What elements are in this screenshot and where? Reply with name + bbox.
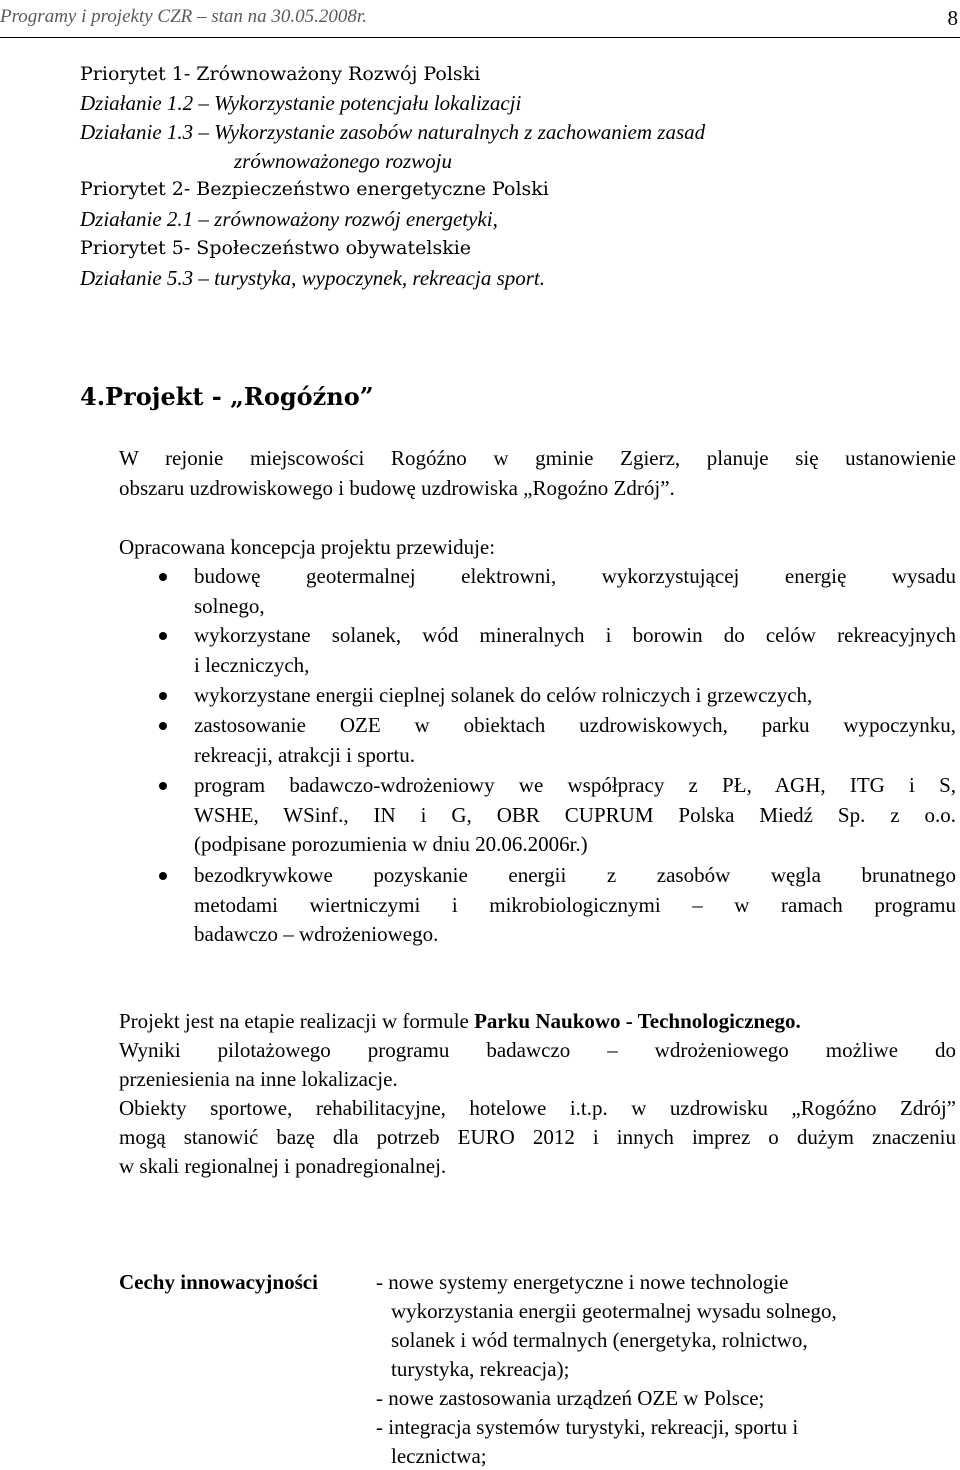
status-line-2: Wyniki pilotażowego programu badawczo – wdrożeniowego możliwe do (119, 1038, 956, 1062)
list-item-continued: badawczo – wdrożeniowego. (194, 922, 439, 946)
action-2-1: Działanie 2.1 – zrównoważony rozwój energetyki, (80, 207, 498, 231)
list-item-continued: metodami wiertniczymi i mikrobiologicznymi – w ramach programu (194, 893, 956, 917)
action-5-3: Działanie 5.3 – turystyka, wypoczynek, rekreacja sport. (80, 266, 546, 290)
status-line-4: Obiekty sportowe, rehabilitacyjne, hotelowe i.t.p. w uzdrowisku „Rogóźno Zdrój” (119, 1096, 956, 1120)
bullet-icon (159, 573, 167, 581)
list-item: budowę geotermalnej elektrowni, wykorzystującej energię wysadu (194, 564, 956, 588)
status-line-5: mogą stanowić bazę dla potrzeb EURO 2012 i innych imprez o dużym znaczeniu (119, 1125, 956, 1149)
list-item-continued: i leczniczych, (194, 653, 310, 677)
innovation-item: - nowe systemy energetyczne i nowe technologie (376, 1270, 789, 1294)
section-heading: 4.Projekt - „Rogóźno” (80, 382, 374, 411)
header-title: Programy i projekty CZR – stan na 30.05.2008r. (0, 6, 367, 27)
priority-2: Priorytet 2- Bezpieczeństwo energetyczne Polski (80, 178, 549, 200)
innovation-item-continued: solanek i wód termalnych (energetyka, rolnictwo, (391, 1328, 808, 1352)
concept-lead: Opracowana koncepcja projektu przewiduje: (119, 535, 496, 559)
action-1-3-continued: zrównoważonego rozwoju (234, 149, 453, 173)
innovation-item-continued: lecznictwa; (391, 1444, 487, 1468)
intro-line-2: obszaru uzdrowiskowego i budowę uzdrowiska „Rogoźno Zdrój”. (119, 476, 675, 500)
list-item-continued: WSHE, WSinf., IN i G, OBR CUPRUM Polska Miedź Sp. z o.o. (194, 803, 956, 827)
innovation-item: - integracja systemów turystyki, rekreacji, sportu i (376, 1415, 799, 1439)
page-header (0, 6, 960, 36)
bullet-icon (159, 632, 167, 640)
action-1-2: Działanie 1.2 – Wykorzystanie potencjału lokalizacji (80, 91, 522, 115)
header-rule (0, 37, 960, 38)
list-item: zastosowanie OZE w obiektach uzdrowiskowych, parku wypoczynku, (194, 713, 956, 737)
list-item: wykorzystane energii cieplnej solanek do celów rolniczych i grzewczych, (194, 683, 813, 707)
list-item-continued: solnego, (194, 594, 265, 618)
list-item-continued: (podpisane porozumienia w dniu 20.06.2006r.) (194, 832, 588, 856)
page-number: 8 (947, 6, 958, 30)
status-line-3: przeniesienia na inne lokalizacje. (119, 1067, 398, 1091)
bullet-icon (159, 782, 167, 790)
priority-5: Priorytet 5- Społeczeństwo obywatelskie (80, 237, 472, 259)
status-line-6: w skali regionalnej i ponadregionalnej. (119, 1154, 447, 1178)
innovation-item-continued: wykorzystania energii geotermalnej wysadu solnego, (391, 1299, 837, 1323)
innovation-item-continued: turystyka, rekreacja); (391, 1357, 570, 1381)
list-item: program badawczo-wdrożeniowy we współpracy z PŁ, AGH, ITG i S, (194, 773, 956, 797)
list-item-continued: rekreacji, atrakcji i sportu. (194, 743, 415, 767)
status-line-1-text: Projekt jest na etapie realizacji w formule (119, 1009, 475, 1033)
action-1-3: Działanie 1.3 – Wykorzystanie zasobów naturalnych z zachowaniem zasad (80, 120, 706, 144)
intro-line-1: W rejonie miejscowości Rogóźno w gminie Zgierz, planuje się ustanowienie (119, 446, 956, 470)
status-line-1 (119, 1009, 801, 1034)
bullet-icon (159, 692, 167, 700)
list-item: wykorzystane solanek, wód mineralnych i borowin do celów rekreacyjnych (194, 623, 956, 647)
science-park-name: Parku Naukowo - Technologicznego. (474, 1009, 801, 1033)
innovation-item: - nowe zastosowania urządzeń OZE w Polsce; (376, 1386, 765, 1410)
bullet-icon (159, 722, 167, 730)
list-item: bezodkrywkowe pozyskanie energii z zasobów węgla brunatnego (194, 863, 956, 887)
bullet-icon (159, 872, 167, 880)
priority-1: Priorytet 1- Zrównoważony Rozwój Polski (80, 63, 481, 85)
innovation-label: Cechy innowacyjności (119, 1270, 318, 1294)
